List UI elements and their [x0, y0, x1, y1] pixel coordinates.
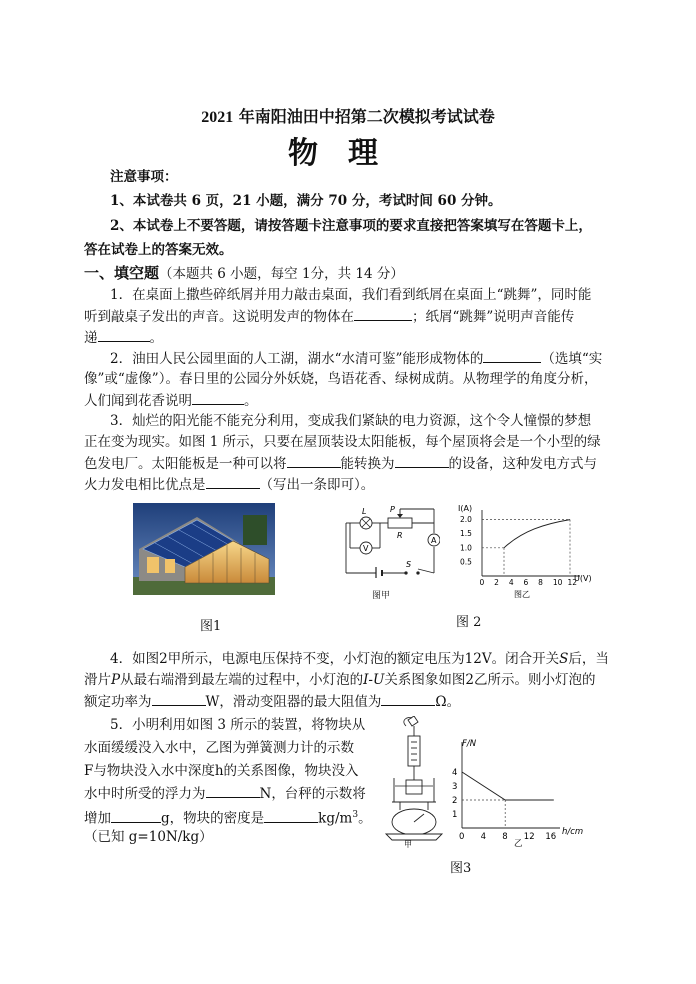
- answer-blank: [483, 349, 541, 363]
- voltmeter-label: V: [363, 544, 369, 553]
- iu-x-tick-label: 12: [567, 578, 578, 587]
- q3-text-c: 的设备，这种发电方式与: [448, 456, 597, 472]
- answer-blank: [381, 692, 435, 706]
- answer-blank: [354, 307, 412, 321]
- q5-text-d: g，物块的密度是: [161, 810, 265, 827]
- fh-y-tick-label: 2: [452, 796, 458, 806]
- q1-line-3: [84, 328, 163, 347]
- figure-1-caption: 图1: [200, 619, 222, 634]
- ammeter-label: A: [431, 536, 437, 545]
- q4-text-h: Ω。: [435, 694, 461, 710]
- q2-text-b: （选填“实: [541, 351, 603, 367]
- q5-text-c: 增加: [84, 810, 111, 827]
- circuit-diagram: [340, 503, 440, 578]
- q4-var-p: P: [111, 672, 121, 688]
- figure-2-right-caption: 图乙: [514, 590, 530, 599]
- answer-blank: [287, 454, 341, 468]
- q5-line-4: [84, 784, 366, 803]
- iu-x-tick-label: 8: [538, 578, 543, 587]
- q5-line-3: F与物块没入水中深度h的关系图像，物块没入: [84, 763, 359, 779]
- q4-text-g: W，滑动变阻器的最大阻值为: [205, 694, 382, 710]
- iu-y-axis-label: I(A): [458, 504, 473, 513]
- q4-text-d: 从最右端滑到最左端的过程中，小灯泡的: [120, 672, 364, 688]
- answer-blank: [152, 692, 206, 706]
- notes-heading: 注意事项：: [110, 169, 178, 185]
- q4-line-1: [110, 650, 609, 668]
- iu-x-tick-label: 4: [508, 578, 514, 587]
- q3-text-d: 火力发电相比优点是: [84, 477, 206, 493]
- q2-line-1: [110, 349, 602, 368]
- solar-house-photo: [133, 503, 275, 595]
- q3-line-4: [84, 475, 374, 494]
- q1-line-1: 1．在桌面上撒些碎纸屑并用力敲击桌面，我们看到纸屑在桌面上“跳舞”，同时能: [110, 287, 592, 303]
- fh-y-tick-label: 1: [452, 810, 458, 820]
- q4-line-2: [84, 671, 595, 689]
- notes-item-2a: 2、本试卷上不要答题，请按答题卡注意事项的要求直接把答案填写在答题卡上，: [110, 218, 592, 234]
- iu-x-tick-label: 6: [523, 578, 529, 587]
- q5-line-6: （已知 g=10N/kg）: [84, 829, 213, 845]
- q3-line-2: 正在变为现实。如图 1 所示，只要在屋顶装设太阳能板，每个屋顶将会是一个小型的绿: [84, 434, 601, 450]
- q1-text-c: 递: [84, 330, 98, 346]
- fh-x-tick-label: 4: [480, 832, 487, 842]
- exam-subject: 物理: [288, 136, 408, 171]
- answer-blank: [206, 784, 260, 798]
- q2-line-2: 像”或“虚像”）。春日里的公园分外妖娆，鸟语花香、绿树成荫。从物理学的角度分析，: [84, 371, 598, 387]
- fh-x-tick-label: 0: [459, 832, 465, 842]
- rheostat-icon: [388, 518, 412, 528]
- fh-x-axis-label: h/cm: [562, 827, 584, 837]
- exam-title: [0, 104, 696, 127]
- q5-text-f: 。: [358, 810, 372, 827]
- figure-3-caption: 图3: [450, 861, 472, 876]
- q3-line-3: [84, 454, 597, 473]
- q4-text-c: 滑片: [84, 672, 111, 688]
- q5-text-a: 水中时所受的浮力为: [84, 786, 206, 802]
- iu-x-tick-label: 0: [479, 578, 485, 587]
- q2-text-c: 人们闻到花香说明: [84, 393, 192, 409]
- q4-text-a: 4．如图2甲所示，电源电压保持不变，小灯泡的额定电压为12V。闭合开关: [110, 651, 560, 667]
- fh-x-tick-label: 16: [545, 832, 557, 842]
- q4-line-3: [84, 692, 460, 711]
- iu-x-axis-label: U(V): [574, 574, 592, 583]
- q4-var-s: S: [559, 651, 569, 667]
- answer-blank: [98, 328, 150, 342]
- q3-text-a: 色发电厂。太阳能板是一种可以将: [84, 456, 287, 472]
- figure-3-right-caption: 乙: [514, 839, 523, 848]
- q2-text-d: 。: [244, 393, 258, 409]
- fh-x-tick-label: 8: [502, 832, 508, 842]
- rheostat-label: R: [397, 531, 403, 540]
- switch-label: S: [406, 560, 412, 569]
- q3-line-1: 3．灿烂的阳光能不能充分利用，变成我们紧缺的电力资源，这个令人憧憬的梦想: [110, 413, 592, 429]
- q1-text-b: ；纸屑“跳舞”说明声音能传: [412, 309, 575, 325]
- q5-line-2: 水面缓缓没入水中，乙图为弹簧测力计的示数: [84, 740, 354, 756]
- q5-text-b: N，台秤的示数将: [259, 786, 366, 802]
- iu-curve: [504, 520, 570, 548]
- answer-blank: [206, 475, 260, 489]
- section-heading: [84, 264, 404, 283]
- q4-text-e: 关系图象如图2乙所示。则小灯泡的: [384, 672, 596, 688]
- spring-scale-apparatus: [378, 716, 448, 848]
- notes-item-1: 1、本试卷共 6 页，21 小题，满分 70 分，考试时间 60 分钟。: [110, 193, 502, 209]
- q1-text-d: 。: [149, 330, 163, 346]
- exam-year: 2021: [201, 109, 234, 126]
- fh-x-tick-label: 12: [523, 832, 535, 842]
- iu-graph: [452, 502, 592, 600]
- q4-text-b: 后，当: [568, 651, 609, 667]
- fh-y-tick-label: 3: [452, 782, 458, 792]
- q4-var-iu: I-U: [363, 672, 385, 688]
- iu-y-tick-label: 1.0: [460, 543, 472, 553]
- iu-y-tick-label: 1.5: [460, 529, 472, 539]
- q5-unit-superscript: 3: [352, 810, 359, 820]
- iu-y-tick-label: 0.5: [460, 557, 472, 567]
- section-title: 一、填空题: [84, 264, 160, 282]
- q2-text-a: 2．油田人民公园里面的人工湖，湖水“水清可鉴”能形成物体的: [110, 351, 484, 367]
- section-note: （本题共 6 小题，每空 1分，共 14 分）: [159, 266, 404, 282]
- q3-text-e: （写出一条即可）。: [259, 477, 375, 493]
- q5-text-e: kg/m: [318, 810, 353, 827]
- q5-line-5: [84, 806, 372, 828]
- block-icon: [406, 780, 422, 794]
- q4-text-f: 额定功率为: [84, 694, 152, 710]
- figure-2-left-caption: 图甲: [372, 591, 391, 601]
- answer-blank: [395, 454, 449, 468]
- fh-y-axis-label: F/N: [462, 739, 477, 749]
- fh-y-tick-label: 4: [452, 768, 458, 778]
- q5-line-1: 5．小明利用如图 3 所示的装置，将物块从: [110, 717, 366, 733]
- figure-2-caption: 图 2: [456, 615, 482, 630]
- fh-graph: [448, 732, 590, 848]
- notes-item-2b: 答在试卷上的答案无效。: [84, 242, 233, 258]
- q3-text-b: 能转换为: [340, 456, 395, 472]
- answer-blank: [111, 809, 161, 823]
- slider-arrow-icon: [397, 514, 403, 518]
- figure-3-left-caption: 甲: [404, 840, 412, 848]
- fh-line: [462, 772, 554, 800]
- q1-text-a: 听到敲桌子发出的声音。这说明发声的物体在: [84, 309, 354, 325]
- iu-x-tick-label: 10: [552, 578, 563, 587]
- answer-blank: [264, 809, 318, 823]
- exam-title-text: 年南阳油田中招第二次模拟考试试卷: [238, 107, 495, 126]
- q2-line-3: [84, 391, 258, 410]
- lamp-label: L: [362, 507, 367, 516]
- slider-label: P: [390, 505, 395, 514]
- q1-line-2: [84, 307, 574, 326]
- iu-x-tick-label: 2: [494, 578, 499, 587]
- answer-blank: [192, 391, 244, 405]
- iu-y-tick-label: 2.0: [460, 515, 472, 525]
